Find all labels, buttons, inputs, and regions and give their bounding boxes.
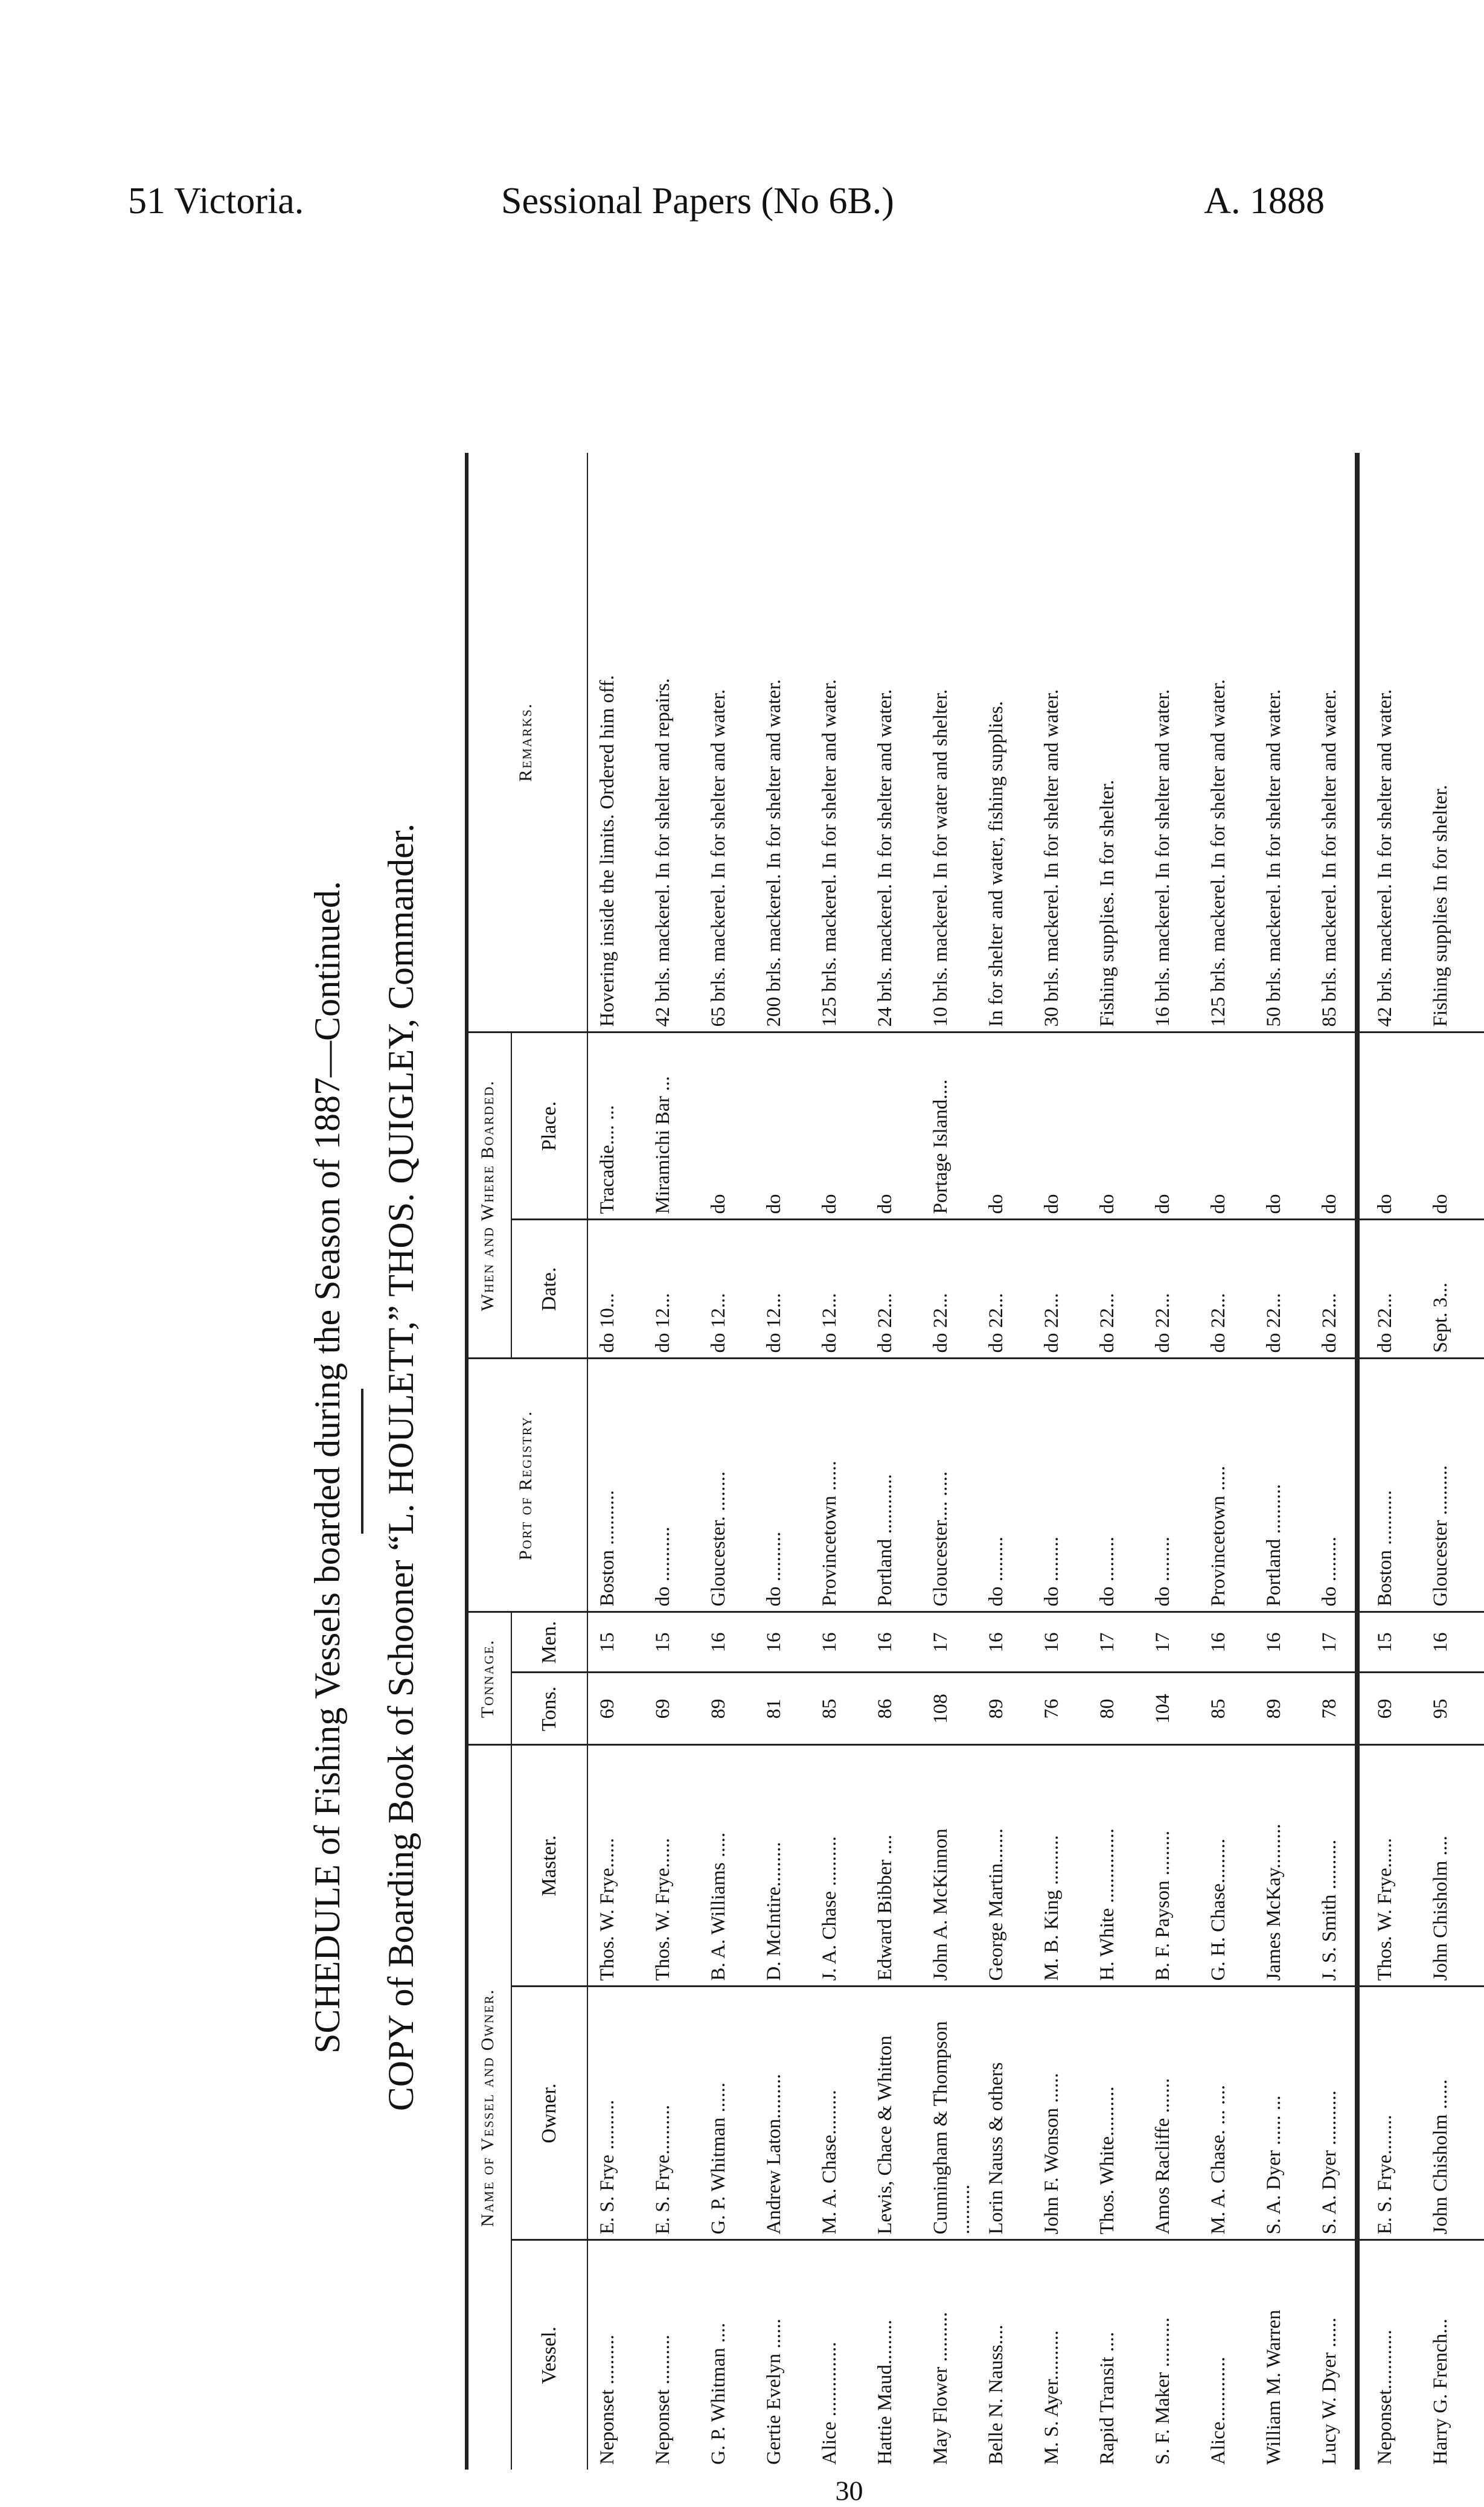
vessel-cell: William M. Warren: [1262, 2240, 1317, 2470]
date-cell: do 12...: [651, 1220, 706, 1359]
table-row: [1428, 453, 1484, 2470]
table-row: [587, 453, 651, 2470]
port-cell: do .........: [1317, 1359, 1373, 1612]
place-cell: do: [1373, 1033, 1428, 1220]
vessel-cell: May Flower ..........: [929, 2240, 984, 2470]
men-cell: 16: [1040, 1612, 1095, 1673]
port-cell: Gloucester.... .....: [929, 1359, 984, 1612]
master-cell: Thos. W. Frye......: [651, 1745, 706, 1987]
port-cell: do .........: [1095, 1359, 1151, 1612]
schedule-title: SCHEDULE of Fishing Vessels boarded during the Season of 1887—Continued.: [307, 880, 347, 2054]
remarks-cell: 200 brls. mackerel. In for shelter and water.: [763, 679, 785, 1027]
owner-cell: Lewis, Chace & Whitton: [873, 1987, 929, 2240]
master-cell: Thos. W. Frye......: [587, 1745, 651, 1987]
date-cell: Sept. 3...: [1428, 1220, 1484, 1359]
vessel-cell: Hattie Maud.........: [873, 2240, 929, 2470]
port-cell: do ..........: [762, 1359, 817, 1612]
column-header-port: Port of Registry.: [465, 1359, 587, 1612]
date-cell: do 22...: [1040, 1220, 1095, 1359]
men-cell: 17: [1317, 1612, 1373, 1673]
master-cell: John Chisholm ....: [1428, 1745, 1484, 1987]
men-cell: 16: [1262, 1612, 1317, 1673]
port-cell: Boston ...........: [1373, 1359, 1428, 1612]
remarks-cell: Fishing supplies In for shelter.: [1430, 784, 1451, 1027]
vessel-cell: Lucy W. Dyer ......: [1317, 2240, 1373, 2470]
owner-cell: John F. Wonson ......: [1040, 1987, 1095, 2240]
table-row: [1262, 453, 1317, 2470]
rotated-schedule-sheet: [290, 453, 1451, 2506]
owner-cell: Cunningham & Thompson ..........: [929, 1987, 984, 2240]
table-row: [1151, 453, 1206, 2470]
vessel-cell: G. P. Whitman ....: [706, 2240, 762, 2470]
men-cell: 15: [651, 1612, 706, 1673]
vessel-cell: Rapid Transit ....: [1095, 2240, 1151, 2470]
men-cell: 15: [587, 1612, 651, 1673]
men-cell: 16: [873, 1612, 929, 1673]
tons-cell: 81: [762, 1673, 817, 1745]
master-cell: B. F. Payson .........: [1151, 1745, 1206, 1987]
page-number: 30: [835, 2475, 863, 2506]
men-cell: 17: [1095, 1612, 1151, 1673]
date-cell: do 22...: [1151, 1220, 1206, 1359]
column-header-master: Master.: [511, 1745, 587, 1987]
tons-cell: 80: [1095, 1673, 1151, 1745]
port-cell: Boston ...........: [587, 1359, 651, 1612]
place-cell: do: [1151, 1033, 1206, 1220]
date-cell: do 22...: [929, 1220, 984, 1359]
men-cell: 16: [762, 1612, 817, 1673]
date-cell: do 12...: [762, 1220, 817, 1359]
owner-cell: E. S. Frye..........: [651, 1987, 706, 2240]
vessel-cell: Belle N. Nauss....: [984, 2240, 1040, 2470]
table-row: [817, 453, 873, 2470]
date-cell: do 22...: [1262, 1220, 1317, 1359]
tons-cell: 85: [1206, 1673, 1262, 1745]
owner-cell: E. S. Frye........: [1373, 1987, 1428, 2240]
men-cell: 16: [984, 1612, 1040, 1673]
master-cell: M. B. King ..........: [1040, 1745, 1095, 1987]
remarks-cell: 125 brls. mackerel. In for shelter and water.: [1207, 679, 1229, 1027]
remarks-cell: 10 brls. mackerel. In for water and shelter.: [930, 689, 951, 1027]
port-cell: do .........: [1040, 1359, 1095, 1612]
master-cell: J. A. Chase ..........: [817, 1745, 873, 1987]
master-cell: H. White ...............: [1095, 1745, 1151, 1987]
port-cell: do ...........: [651, 1359, 706, 1612]
owner-cell: Thos. White..........: [1095, 1987, 1151, 2240]
vessel-cell: Alice.............: [1206, 2240, 1262, 2470]
men-cell: 16: [706, 1612, 762, 1673]
group-header-when-where: When and Where Boarded.: [465, 1033, 511, 1359]
column-header-tons: Tons.: [511, 1673, 587, 1745]
men-cell: 16: [1206, 1612, 1262, 1673]
date-cell: do 12...: [706, 1220, 762, 1359]
title-divider: [361, 1389, 363, 1534]
remarks-cell: Fishing supplies. In for shelter.: [1096, 780, 1118, 1027]
column-header-place: Place.: [511, 1033, 587, 1220]
table-row: [1040, 453, 1095, 2470]
column-header-men: Men.: [511, 1612, 587, 1673]
table-row: [1373, 453, 1428, 2470]
master-cell: James McKay.........: [1262, 1745, 1317, 1987]
place-cell: do: [1206, 1033, 1262, 1220]
place-cell: do: [984, 1033, 1040, 1220]
place-cell: Miramichi Bar ...: [651, 1033, 706, 1220]
tons-cell: 69: [651, 1673, 706, 1745]
tons-cell: 89: [706, 1673, 762, 1745]
port-cell: Gloucester ..........: [1428, 1359, 1484, 1612]
owner-cell: M. A. Chase. ... ....: [1206, 1987, 1262, 2240]
date-cell: do 22...: [984, 1220, 1040, 1359]
port-cell: Portland ............: [873, 1359, 929, 1612]
master-cell: George Martin.......: [984, 1745, 1040, 1987]
men-cell: 15: [1373, 1612, 1428, 1673]
date-cell: do 22...: [1317, 1220, 1373, 1359]
date-cell: do 22...: [873, 1220, 929, 1359]
master-cell: Thos. W. Frye......: [1373, 1745, 1428, 1987]
port-cell: Portland ..........: [1262, 1359, 1317, 1612]
owner-cell: Amos Racliffe .......: [1151, 1987, 1206, 2240]
owner-cell: S. A. Dyer ...........: [1317, 1987, 1373, 2240]
port-cell: Gloucester. ........: [706, 1359, 762, 1612]
table-row: [984, 453, 1040, 2470]
place-cell: do: [1428, 1033, 1484, 1220]
remarks-cell: Hovering inside the limits. Ordered him off.: [596, 675, 618, 1027]
place-cell: do: [1262, 1033, 1317, 1220]
place-cell: do: [1095, 1033, 1151, 1220]
vessel-cell: Gertie Evelyn ......: [762, 2240, 817, 2470]
place-cell: do: [1317, 1033, 1373, 1220]
owner-cell: M. A. Chase.........: [817, 1987, 873, 2240]
place-cell: do: [762, 1033, 817, 1220]
owner-cell: Andrew Laton.........: [762, 1987, 817, 2240]
date-cell: do 10...: [587, 1220, 651, 1359]
date-cell: do 12...: [817, 1220, 873, 1359]
place-cell: do: [873, 1033, 929, 1220]
vessel-cell: Neponset ..........: [587, 2240, 651, 2470]
remarks-cell: 50 brls. mackerel. In for shelter and water.: [1263, 689, 1285, 1027]
table-row: [1095, 453, 1151, 2470]
tons-cell: 108: [929, 1673, 984, 1745]
port-cell: do .........: [1151, 1359, 1206, 1612]
header-session: 51 Victoria.: [128, 181, 304, 222]
tons-cell: 86: [873, 1673, 929, 1745]
vessel-cell: Alice ...............: [817, 2240, 873, 2470]
vessel-cell: Neponset............: [1373, 2240, 1428, 2470]
place-cell: do: [706, 1033, 762, 1220]
men-cell: 17: [1151, 1612, 1206, 1673]
owner-cell: Lorin Nauss & others: [984, 1987, 1040, 2240]
remarks-cell: 85 brls. mackerel. In for shelter and water.: [1319, 689, 1340, 1027]
owner-cell: S. A. Dyer ...... ...: [1262, 1987, 1317, 2240]
date-cell: do 22...: [1095, 1220, 1151, 1359]
place-cell: Tracadie.... ...: [587, 1033, 651, 1220]
boarding-book-title: COPY of Boarding Book of Schooner “L. HOULETT,” THOS. QUIGLEY, Commander.: [381, 823, 421, 2112]
port-cell: do .........: [984, 1359, 1040, 1612]
tons-cell: 69: [587, 1673, 651, 1745]
owner-cell: John Chisholm ......: [1428, 1987, 1484, 2240]
vessel-cell: M. S. Ayer..........: [1040, 2240, 1095, 2470]
master-cell: D. McIntire.........: [762, 1745, 817, 1987]
date-cell: do 22...: [1373, 1220, 1428, 1359]
tons-cell: 76: [1040, 1673, 1095, 1745]
tons-cell: 89: [1262, 1673, 1317, 1745]
table-row: [1206, 453, 1262, 2470]
vessel-cell: Neponset ..........: [651, 2240, 706, 2470]
master-cell: B. A. Williams .....: [706, 1745, 762, 1987]
table-row: [873, 453, 929, 2470]
place-cell: do: [1040, 1033, 1095, 1220]
column-header-owner: Owner.: [511, 1987, 587, 2240]
tons-cell: 85: [817, 1673, 873, 1745]
vessel-cell: Harry G. French...: [1428, 2240, 1484, 2470]
men-cell: 17: [929, 1612, 984, 1673]
owner-cell: E. S. Frye ..........: [587, 1987, 651, 2240]
master-cell: John A. McKinnon: [929, 1745, 984, 1987]
port-cell: Provincetown .....: [1206, 1359, 1262, 1612]
master-cell: G. H. Chase.........: [1206, 1745, 1262, 1987]
master-cell: J. S. Smith ..........: [1317, 1745, 1373, 1987]
tons-cell: 78: [1317, 1673, 1373, 1745]
remarks-cell: 16 brls. mackerel. In for shelter and water.: [1152, 689, 1174, 1027]
master-cell: Edward Bibber ....: [873, 1745, 929, 1987]
remarks-cell: 42 brls. mackerel. In for shelter and water.: [1374, 689, 1396, 1027]
remarks-cell: 65 brls. mackerel. In for shelter and water.: [708, 689, 729, 1027]
tons-cell: 69: [1373, 1673, 1428, 1745]
column-header-vessel: Vessel.: [511, 2240, 587, 2470]
table-row: [929, 453, 984, 2470]
owner-cell: G. P. Whitman ......: [706, 1987, 762, 2240]
table-row: [1317, 453, 1373, 2470]
schedule-table: [465, 453, 1484, 2470]
column-header-date: Date.: [511, 1220, 587, 1359]
place-cell: do: [817, 1033, 873, 1220]
header-sessional-papers: Sessional Papers (No 6B.): [501, 181, 894, 222]
men-cell: 16: [1428, 1612, 1484, 1673]
remarks-cell: 30 brls. mackerel. In for shelter and water.: [1041, 689, 1063, 1027]
table-row: [651, 453, 706, 2470]
group-header-name: Name of Vessel and Owner.: [465, 1745, 511, 2470]
date-cell: do 22...: [1206, 1220, 1262, 1359]
header-year: A. 1888: [1204, 181, 1325, 222]
table-row: [762, 453, 817, 2470]
vessel-cell: S. F. Maker ..........: [1151, 2240, 1206, 2470]
group-header-tonnage: Tonnage.: [465, 1612, 511, 1745]
remarks-cell: In for shelter and water, fishing supplies.: [985, 701, 1007, 1027]
remarks-cell: 24 brls. mackerel. In for shelter and water.: [874, 689, 896, 1027]
place-cell: Portage Island....: [929, 1033, 984, 1220]
tons-cell: 104: [1151, 1673, 1206, 1745]
men-cell: 16: [817, 1612, 873, 1673]
group-header-remarks: Remarks.: [465, 453, 587, 1033]
port-cell: Provincetown ......: [817, 1359, 873, 1612]
remarks-cell: 42 brls. mackerel. In for shelter and repairs.: [652, 678, 674, 1027]
table-row: [706, 453, 762, 2470]
tons-cell: 95: [1428, 1673, 1484, 1745]
tons-cell: 89: [984, 1673, 1040, 1745]
remarks-cell: 125 brls. mackerel. In for shelter and water.: [819, 679, 840, 1027]
